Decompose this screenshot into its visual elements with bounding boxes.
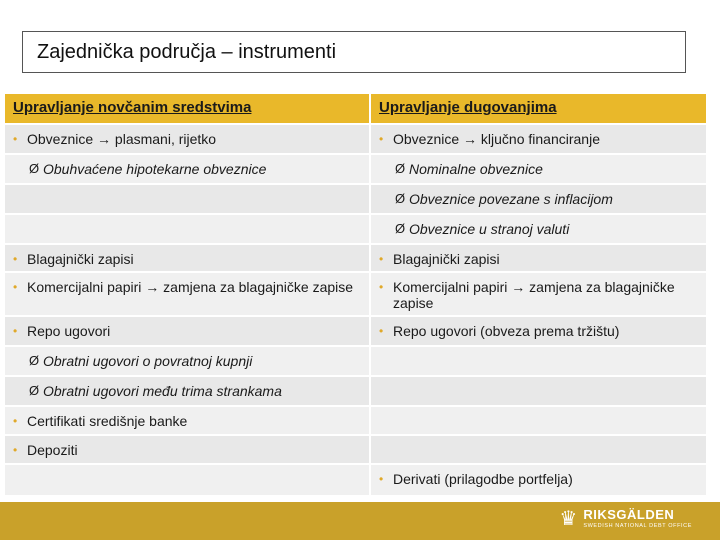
bullet-text: Derivati (prilagodbe portfelja) bbox=[393, 471, 573, 487]
bullet-text: Komercijalni papiri → zamjena za blagajničke zapise bbox=[27, 279, 354, 295]
bullet-dot-icon: • bbox=[379, 472, 384, 486]
table-cell-left bbox=[5, 245, 371, 273]
logo-name: RIKSGÄLDEN bbox=[583, 507, 675, 522]
header-debt-management: Upravljanje dugovanjima bbox=[371, 94, 708, 125]
table-cell-left bbox=[5, 436, 371, 465]
sub-text: Obveznice u stranoj valuti bbox=[409, 221, 570, 237]
bullet-dot-icon: • bbox=[13, 132, 18, 146]
arrow-bullet-icon: Ø bbox=[395, 221, 406, 236]
arrow-bullet-icon: Ø bbox=[29, 383, 40, 398]
table-cell-left bbox=[5, 407, 371, 436]
table-cell-right bbox=[371, 465, 708, 497]
table-cell-right bbox=[371, 185, 708, 215]
bullet-dot-icon: • bbox=[379, 324, 384, 338]
bullet-dot-icon: • bbox=[13, 324, 18, 338]
sub-item bbox=[379, 161, 698, 177]
bullet-item bbox=[13, 131, 361, 147]
table-row bbox=[5, 155, 708, 185]
footer-bar bbox=[0, 502, 720, 540]
table-cell-left bbox=[5, 185, 371, 215]
table-cell-right bbox=[371, 155, 708, 185]
table-row bbox=[5, 215, 708, 245]
table-row bbox=[5, 125, 708, 155]
table-cell-right bbox=[371, 407, 708, 436]
sub-item bbox=[379, 221, 698, 237]
bullet-item bbox=[379, 471, 698, 487]
table-row bbox=[5, 347, 708, 377]
table-cell-left bbox=[5, 273, 371, 317]
table-cell-left bbox=[5, 347, 371, 377]
bullet-dot-icon: • bbox=[13, 280, 18, 294]
bullet-text: Certifikati središnje banke bbox=[27, 413, 188, 429]
table-cell-left bbox=[5, 377, 371, 407]
sub-item bbox=[379, 191, 698, 207]
table-cell-right bbox=[371, 245, 708, 273]
sub-text: Nominalne obveznice bbox=[409, 161, 543, 177]
bullet-text: Repo ugovori bbox=[27, 323, 111, 339]
bullet-dot-icon: • bbox=[379, 252, 384, 266]
bullet-dot-icon: • bbox=[13, 252, 18, 266]
sub-text: Obveznice povezane s inflacijom bbox=[409, 191, 613, 207]
arrow-bullet-icon: Ø bbox=[395, 191, 406, 206]
table-cell-right bbox=[371, 436, 708, 465]
riksgalden-logo bbox=[559, 508, 692, 530]
bullet-dot-icon: • bbox=[379, 280, 384, 294]
table-cell-right bbox=[371, 125, 708, 155]
table-cell-left bbox=[5, 215, 371, 245]
table-row bbox=[5, 273, 708, 317]
bullet-item bbox=[13, 251, 361, 267]
bullet-item bbox=[13, 323, 361, 339]
bullet-text: Komercijalni papiri → zamjena za blagajničke zapise bbox=[393, 279, 675, 311]
table-cell-right bbox=[371, 273, 708, 317]
table-cell-left bbox=[5, 465, 371, 497]
sub-item bbox=[13, 383, 361, 399]
instruments-table bbox=[5, 94, 708, 497]
bullet-text: Depoziti bbox=[27, 442, 78, 458]
table-row bbox=[5, 407, 708, 436]
table-cell-left bbox=[5, 155, 371, 185]
table-row bbox=[5, 436, 708, 465]
bullet-text: Repo ugovori (obveza prema tržištu) bbox=[393, 323, 620, 339]
header-cash-management: Upravljanje novčanim sredstvima bbox=[5, 94, 371, 125]
arrow-bullet-icon: Ø bbox=[29, 353, 40, 368]
sub-item bbox=[13, 353, 361, 369]
crown-icon: ♛ bbox=[559, 508, 578, 530]
bullet-dot-icon: • bbox=[13, 414, 18, 428]
bullet-text: Blagajnički zapisi bbox=[393, 251, 500, 267]
table-cell-right bbox=[371, 215, 708, 245]
table-cell-left bbox=[5, 317, 371, 347]
sub-item bbox=[13, 161, 361, 177]
arrow-bullet-icon: Ø bbox=[29, 161, 40, 176]
logo-subtitle: SWEDISH NATIONAL DEBT OFFICE bbox=[583, 523, 692, 529]
arrow-bullet-icon: Ø bbox=[395, 161, 406, 176]
slide-title: Zajednička područja – instrumenti bbox=[22, 31, 686, 73]
bullet-dot-icon: • bbox=[13, 443, 18, 457]
bullet-item bbox=[13, 413, 361, 429]
sub-text: Obuhvaćene hipotekarne obveznice bbox=[43, 161, 267, 177]
table-row bbox=[5, 465, 708, 497]
bullet-item bbox=[379, 131, 698, 147]
table-cell-right bbox=[371, 317, 708, 347]
bullet-item bbox=[379, 323, 698, 339]
sub-text: Obratni ugovori o povratnoj kupnji bbox=[43, 353, 253, 369]
bullet-item bbox=[13, 279, 361, 295]
table-cell-left bbox=[5, 125, 371, 155]
sub-text: Obratni ugovori među trima strankama bbox=[43, 383, 282, 399]
table-cell-right bbox=[371, 377, 708, 407]
bullet-item bbox=[13, 442, 361, 458]
bullet-item bbox=[379, 251, 698, 267]
table-row bbox=[5, 185, 708, 215]
bullet-item bbox=[379, 279, 698, 311]
bullet-text: Obveznice → plasmani, rijetko bbox=[27, 131, 217, 147]
table-body bbox=[5, 125, 708, 497]
table-cell-right bbox=[371, 347, 708, 377]
table-row bbox=[5, 245, 708, 273]
table-row bbox=[5, 317, 708, 347]
table-header-row bbox=[5, 94, 708, 125]
bullet-dot-icon: • bbox=[379, 132, 384, 146]
bullet-text: Blagajnički zapisi bbox=[27, 251, 134, 267]
table-row bbox=[5, 377, 708, 407]
bullet-text: Obveznice → ključno financiranje bbox=[393, 131, 600, 147]
